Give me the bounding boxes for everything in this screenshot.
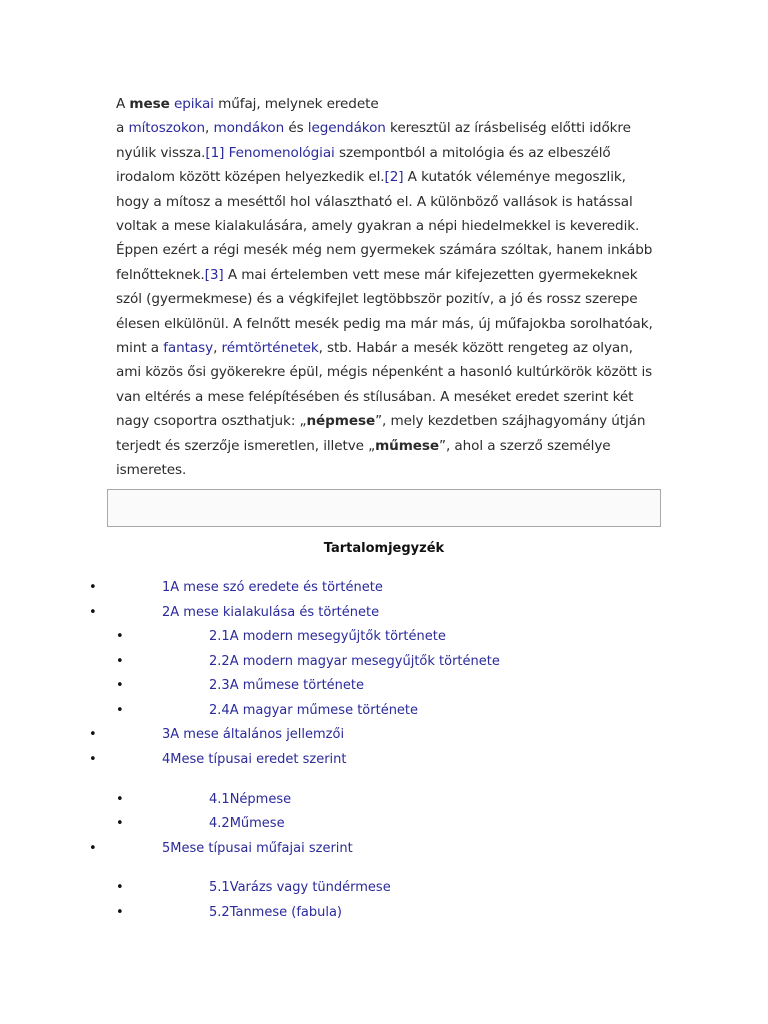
text-run: nyúlik vissza. <box>116 144 206 161</box>
toc-item <box>0 813 768 835</box>
text-run: A <box>116 96 130 112</box>
toc-number: 4 <box>162 752 171 767</box>
toc-number: 2.2 <box>209 654 230 669</box>
text-run: felnőtteknek. <box>116 266 205 283</box>
toc-label: Tanmese (fabula) <box>229 905 343 920</box>
inline-link[interactable]: mítoszokon <box>128 120 205 137</box>
text-run: , stb. Habár a mesék között rengeteg az olyan, <box>318 340 633 357</box>
toc-item <box>0 700 768 722</box>
inline-link[interactable]: rémtörténetek <box>221 340 319 357</box>
toc-label: A mese általános jellemzői <box>170 727 345 742</box>
toc-label: A műmese története <box>229 678 365 693</box>
toc-label: A mese szó eredete és története <box>170 580 383 595</box>
toc-number: 2.3 <box>209 678 230 693</box>
bullet-icon: • <box>89 580 97 595</box>
bullet-icon: • <box>116 792 124 807</box>
text-run: A kutatók véleménye megoszlik, <box>403 169 626 186</box>
toc-label: Varázs vagy tündérmese <box>229 880 391 895</box>
inline-link[interactable]: [3] <box>204 266 224 283</box>
text-run: voltak a mese kialakulására, amely gyakran a népi hiedelmekkel is keveredik. <box>116 218 640 235</box>
toc-link[interactable] <box>209 675 364 697</box>
toc-link[interactable] <box>162 602 379 624</box>
toc-link[interactable] <box>209 651 500 673</box>
text-run: hogy a mítosz a meséttől hol választható el. A különböző vallások is hatással <box>116 193 633 210</box>
bullet-icon: • <box>116 703 124 718</box>
toc-number: 5.2 <box>209 905 230 920</box>
toc-number: 2.4 <box>209 703 230 718</box>
toc-number: 3 <box>162 727 171 742</box>
toc-link[interactable] <box>209 813 285 835</box>
toc-label: Mese típusai műfajai szerint <box>170 841 353 856</box>
bullet-icon: • <box>89 752 97 767</box>
toc-link[interactable] <box>209 789 291 811</box>
toc-item <box>0 749 768 771</box>
toc-item <box>0 902 768 924</box>
text-run: terjedt és szerzője ismeretlen, illetve „ <box>116 437 376 454</box>
bullet-icon: • <box>116 816 124 831</box>
text-run: Éppen ezért a régi mesék még nem gyermekek számára szóltak, hanem inkább <box>116 242 653 259</box>
toc-number: 2 <box>162 605 171 620</box>
inline-link[interactable]: [1] <box>205 144 225 161</box>
toc-number: 5 <box>162 841 171 856</box>
text-run: műfaj, melynek eredete <box>213 96 379 112</box>
toc-item <box>0 675 768 697</box>
toc-number: 2.1 <box>209 629 230 644</box>
bold-term: mese <box>129 96 170 112</box>
toc-item <box>0 577 768 599</box>
text-run: a <box>116 120 129 137</box>
toc-item <box>0 877 768 899</box>
toc-link[interactable] <box>209 626 446 648</box>
bullet-icon: • <box>116 905 124 920</box>
text-run: mint a <box>116 340 164 357</box>
toc-number: 1 <box>162 580 171 595</box>
toc-item <box>0 602 768 624</box>
text-run: keresztül az írásbeliség előtti időkre <box>385 120 631 137</box>
toc-item <box>0 724 768 746</box>
toc-link[interactable] <box>162 749 347 771</box>
toc-label: Népmese <box>229 792 292 807</box>
bullet-icon: • <box>116 629 124 644</box>
text-run: nagy csoportra oszthatjuk: „ <box>116 413 307 430</box>
text-run: ”, ahol a szerző személye <box>439 437 611 454</box>
toc-item <box>0 789 768 811</box>
text-run: szempontból a mitológia és az elbeszélő <box>334 144 611 161</box>
bullet-icon: • <box>116 654 124 669</box>
toc-label: A modern magyar mesegyűjtők története <box>229 654 500 669</box>
toc-link[interactable] <box>209 877 391 899</box>
text-run: ”, mely kezdetben szájhagyomány útján <box>375 413 646 430</box>
text-run: , <box>213 340 222 357</box>
text-run: szól (gyermekmese) és a végkifejlet legtöbbször pozitív, a jó és rossz szerepe <box>116 291 638 308</box>
bullet-icon: • <box>89 605 97 620</box>
text-run: és <box>284 120 308 137</box>
inline-link[interactable]: Fenomenológiai <box>228 144 335 161</box>
toc-item <box>0 838 768 860</box>
inline-link[interactable]: fantasy <box>163 340 214 357</box>
text-run: ismeretes. <box>116 462 187 479</box>
text-run: élesen elkülönül. A felnőtt mesék pedig ma már más, új műfajokba sorolhatóak, <box>116 315 653 332</box>
toc-link[interactable] <box>162 724 344 746</box>
toc-item <box>0 651 768 673</box>
bullet-icon: • <box>89 727 97 742</box>
text-run: van eltérés a mese felépítésében és stílusában. A meséket eredet szerint két <box>116 388 634 405</box>
bullet-icon: • <box>89 841 97 856</box>
toc-label: A magyar műmese története <box>229 703 419 718</box>
text-run: A mai értelemben vett mese már kifejezetten gyermekeknek <box>223 266 638 283</box>
toc-title: Tartalomjegyzék <box>323 541 445 556</box>
toc-link[interactable] <box>162 838 353 860</box>
bold-term: műmese <box>375 437 440 454</box>
inline-link[interactable]: legendákon <box>307 120 386 137</box>
toc-label: A mese kialakulása és története <box>170 605 380 620</box>
text-run: irodalom között középen helyezkedik el. <box>116 169 385 186</box>
toc-number: 4.1 <box>209 792 230 807</box>
toc-link[interactable] <box>209 902 342 924</box>
bold-term: népmese <box>306 413 376 430</box>
inline-link[interactable]: [2] <box>384 169 404 186</box>
toc-number: 5.1 <box>209 880 230 895</box>
toc-number: 4.2 <box>209 816 230 831</box>
inline-link[interactable]: epikai <box>173 96 214 112</box>
toc-link[interactable] <box>209 700 418 722</box>
toc-link[interactable] <box>162 577 383 599</box>
toc-label: Mese típusai eredet szerint <box>170 752 347 767</box>
toc-label: Műmese <box>229 816 285 831</box>
bullet-icon: • <box>116 880 124 895</box>
toc-label: A modern mesegyűjtők története <box>229 629 446 644</box>
text-run: , <box>204 120 214 137</box>
text-run: ami közös ősi gyökerekre épül, mégis népenként a hasonló kultúrkörök között is <box>116 364 653 381</box>
toc-item <box>0 626 768 648</box>
inline-link[interactable]: mondákon <box>213 120 285 137</box>
bullet-icon: • <box>116 678 124 693</box>
